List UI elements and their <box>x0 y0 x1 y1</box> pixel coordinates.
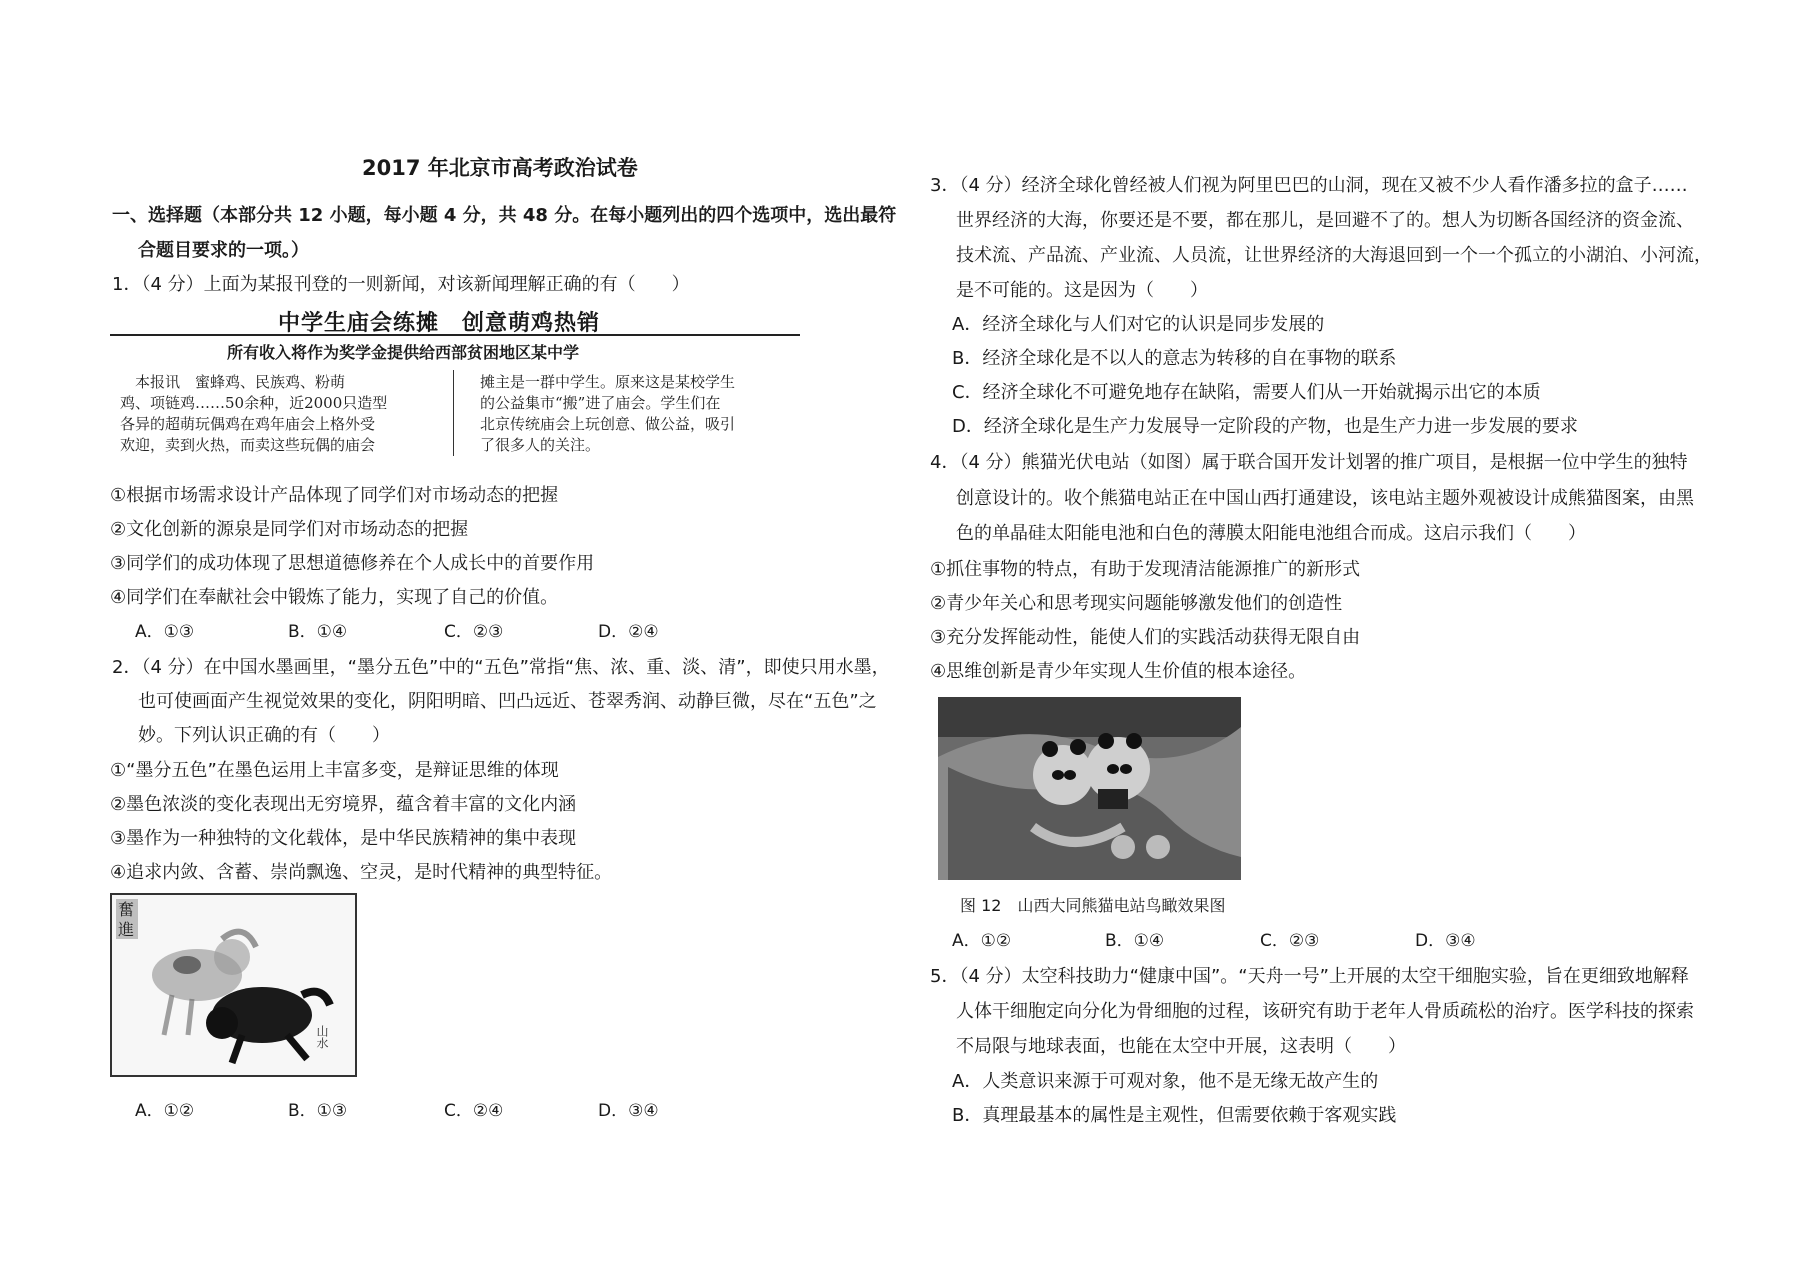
q4-stem-line2: 创意设计的。收个熊猫电站正在中国山西打通建设，该电站主题外观被设计成熊猫图案，由黑 <box>956 488 1694 509</box>
q3-stem-line2: 世界经济的大海，你要还是不要，都在那儿，是回避不了的。想人为切断各国经济的资金流、 <box>956 210 1694 231</box>
q2-item-2: ②墨色浓淡的变化表现出无穷境界，蕴含着丰富的文化内涵 <box>110 794 577 815</box>
q5-stem-line3: 不局限与地球表面，也能在太空中开展，这表明（ ） <box>956 1036 1406 1057</box>
news-headline: 中学生庙会练摊 创意萌鸡热销 <box>278 310 601 336</box>
q1-item-3: ③同学们的成功体现了思想道德修养在个人成长中的首要作用 <box>110 553 595 574</box>
q1-option-a[interactable]: A．①③ <box>135 622 195 642</box>
q2-stem-line1: 2．（4 分）在中国水墨画里，“墨分五色”中的“五色”常指“焦、浓、重、淡、清”，即使只用水墨， <box>112 657 890 678</box>
svg-text:進: 進 <box>118 920 135 939</box>
q4-option-c[interactable]: C．②③ <box>1260 931 1320 951</box>
section-heading-line1: 一、选择题（本部分共 12 小题，每小题 4 分，共 48 分。在每小题列出的四个选项中，选出最符 <box>112 205 897 226</box>
section-heading-line2: 合题目要求的一项。） <box>138 240 309 261</box>
q2-stem-line3: 妙。下列认识正确的有（ ） <box>138 725 390 746</box>
q3-stem-line4: 是不可能的。这是因为（ ） <box>956 280 1208 301</box>
q4-option-d[interactable]: D．③④ <box>1415 931 1476 951</box>
news-body-col1: 本报讯 蜜蜂鸡、民族鸡、粉萌 鸡、项链鸡……50余种，近2000只造型 各异的超萌玩偶鸡在鸡年庙会上格外受 欢迎，卖到火热，而卖这些玩偶的庙会 <box>120 373 388 454</box>
q4-item-1: ①抓住事物的特点，有助于发现清洁能源推广的新形式 <box>930 559 1361 580</box>
q4-item-2: ②青少年关心和思考现实问题能够激发他们的创造性 <box>930 593 1343 614</box>
q2-stem-line2: 也可使画面产生视觉效果的变化，阴阳明暗、凹凸远近、苍翠秀润、动静巨微，尽在“五色”之 <box>138 691 877 712</box>
q2-option-b[interactable]: B．①③ <box>288 1101 348 1121</box>
q1-option-b[interactable]: B．①④ <box>288 622 348 642</box>
panda-figure-caption: 图 12 山西大同熊猫电站鸟瞰效果图 <box>960 896 1226 915</box>
q4-item-3: ③充分发挥能动性，能使人们的实践活动获得无限自由 <box>930 627 1361 648</box>
news-rule <box>110 334 800 336</box>
q5-stem-line2: 人体干细胞定向分化为骨细胞的过程，该研究有助于老年人骨质疏松的治疗。医学科技的探索 <box>956 1001 1694 1022</box>
q1-option-c[interactable]: C．②③ <box>444 622 504 642</box>
q1-item-2: ②文化创新的源泉是同学们对市场动态的把握 <box>110 519 469 540</box>
q3-stem-line1: 3．（4 分）经济全球化曾经被人们视为阿里巴巴的山洞，现在又被不少人看作潘多拉的盒子…… <box>930 175 1688 196</box>
q3-option-a[interactable]: A．经济全球化与人们对它的认识是同步发展的 <box>952 314 1325 335</box>
q4-item-4: ④思维创新是青少年实现人生价值的根本途径。 <box>930 661 1307 682</box>
page-title: 2017 年北京市高考政治试卷 <box>362 156 638 180</box>
q1-item-4: ④同学们在奉献社会中锻炼了能力，实现了自己的价值。 <box>110 587 559 608</box>
q2-option-d[interactable]: D．③④ <box>598 1101 659 1121</box>
q2-option-a[interactable]: A．①② <box>135 1101 195 1121</box>
news-subhead: 所有收入将作为奖学金提供给西部贫困地区某中学 <box>227 343 580 362</box>
q4-stem-line1: 4．（4 分）熊猫光伏电站（如图）属于联合国开发计划署的推广项目，是根据一位中学生的独特 <box>930 452 1688 473</box>
q3-option-c[interactable]: C．经济全球化不可避免地存在缺陷，需要人们从一开始就揭示出它的本质 <box>952 382 1541 403</box>
q5-option-a[interactable]: A．人类意识来源于可观对象，他不是无缘无故产生的 <box>952 1071 1379 1092</box>
q1-option-d[interactable]: D．②④ <box>598 622 659 642</box>
news-divider <box>453 370 454 456</box>
q4-stem-line3: 色的单晶硅太阳能电池和白色的薄膜太阳能电池组合而成。这启示我们（ ） <box>956 523 1586 544</box>
q1-stem: 1．（4 分）上面为某报刊登的一则新闻，对该新闻理解正确的有（ ） <box>112 274 690 295</box>
svg-text:山水: 山水 <box>315 1025 329 1049</box>
q1-item-1: ①根据市场需求设计产品体现了同学们对市场动态的把握 <box>110 485 559 506</box>
ink-painting-image <box>110 893 357 1077</box>
q3-stem-line3: 技术流、产品流、产业流、人员流，让世界经济的大海退回到一个一个孤立的小湖泊、小河流， <box>956 245 1712 266</box>
q2-item-4: ④追求内敛、含蓄、崇尚飘逸、空灵，是时代精神的典型特征。 <box>110 862 613 883</box>
panda-power-station-image <box>938 697 1241 880</box>
q5-stem-line1: 5．（4 分）太空科技助力“健康中国”。“天舟一号”上开展的太空干细胞实验，旨在更细致地解释 <box>930 966 1689 987</box>
q2-option-c[interactable]: C．②④ <box>444 1101 504 1121</box>
svg-text:奮: 奮 <box>118 900 135 919</box>
news-clipping <box>110 306 800 454</box>
news-body-col2: 摊主是一群中学生。原来这是某校学生 的公益集市“搬”进了庙会。学生们在 北京传统庙会上玩创意、做公益，吸引 了很多人的关注。 <box>480 373 736 454</box>
q3-option-b[interactable]: B．经济全球化是不以人的意志为转移的自在事物的联系 <box>952 348 1397 369</box>
q3-option-d[interactable]: D．经济全球化是生产力发展导一定阶段的产物，也是生产力进一步发展的要求 <box>952 416 1578 437</box>
q2-item-1: ①“墨分五色”在墨色运用上丰富多变，是辩证思维的体现 <box>110 760 559 781</box>
q5-option-b[interactable]: B．真理最基本的属性是主观性，但需要依赖于客观实践 <box>952 1105 1397 1126</box>
q2-item-3: ③墨作为一种独特的文化载体，是中华民族精神的集中表现 <box>110 828 577 849</box>
q4-option-b[interactable]: B．①④ <box>1105 931 1165 951</box>
q4-option-a[interactable]: A．①② <box>952 931 1012 951</box>
